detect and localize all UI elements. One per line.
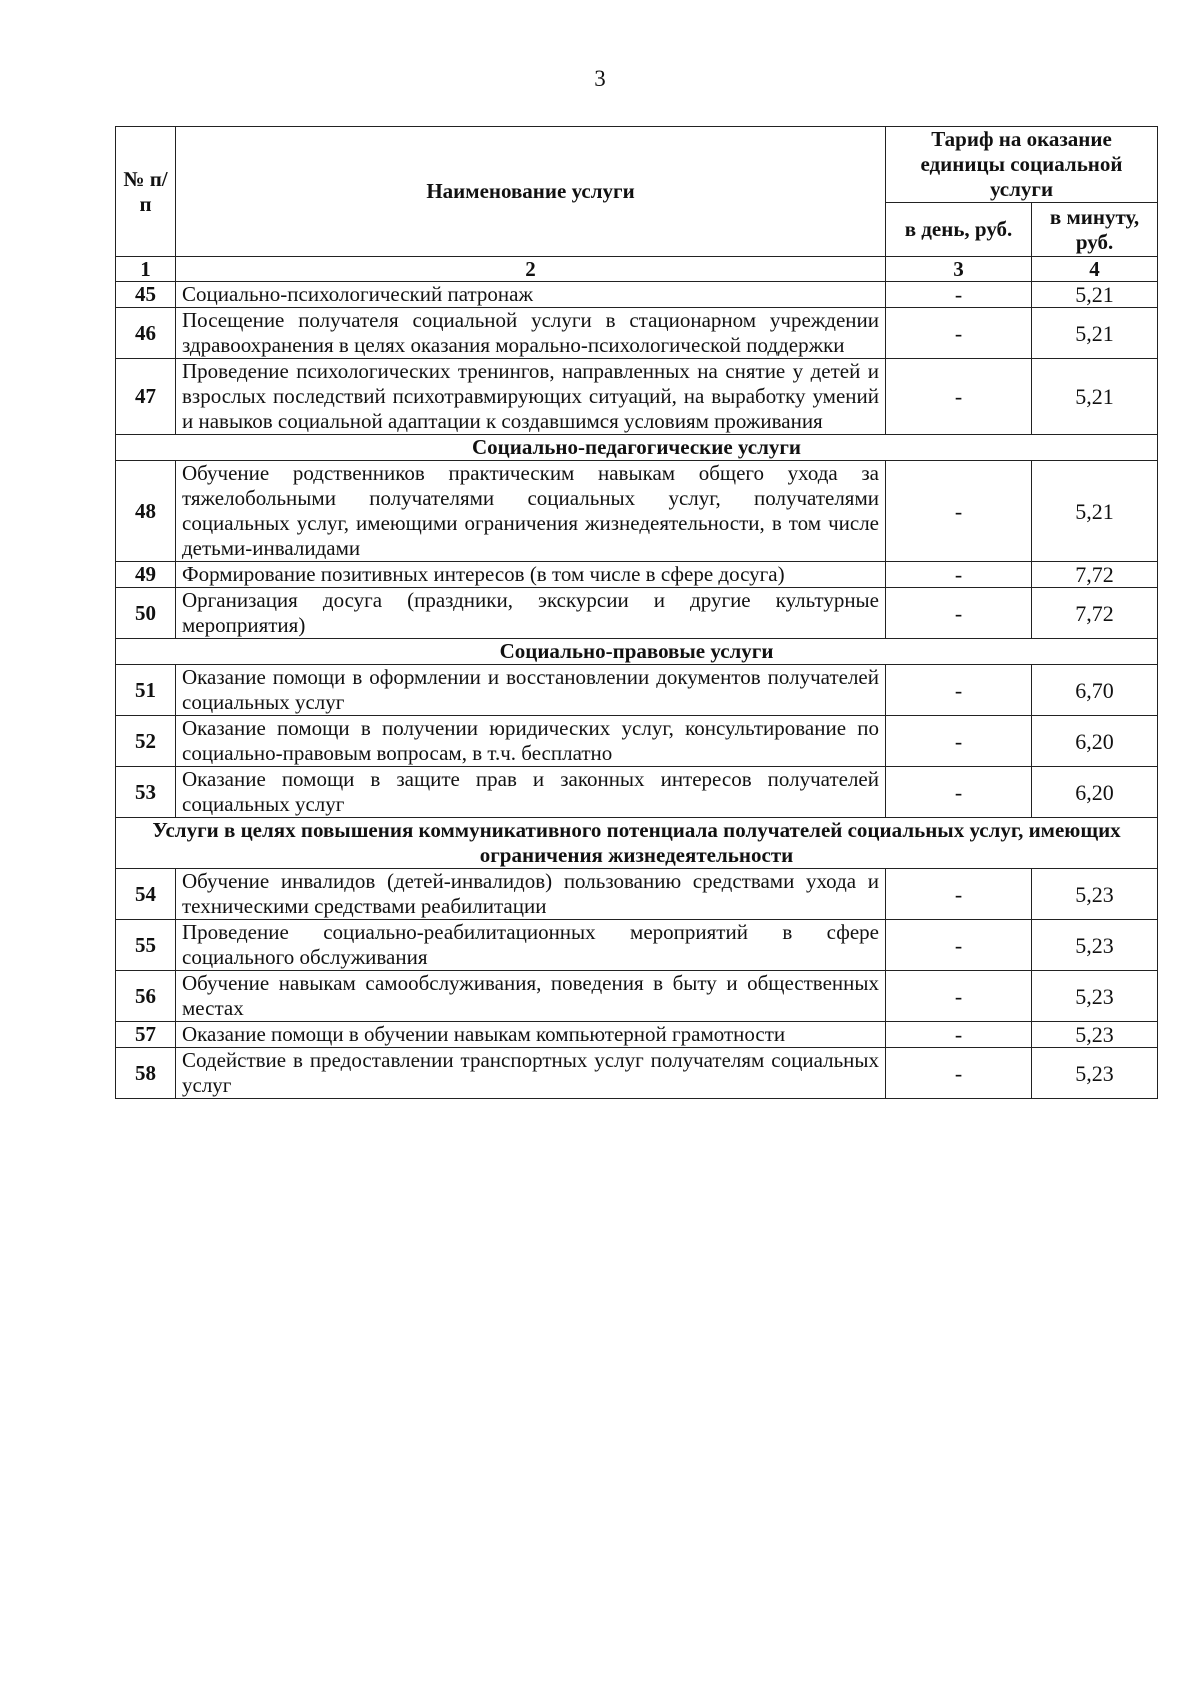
tariff-per-minute: 5,21 <box>1032 282 1158 308</box>
section-title: Социально-педагогические услуги <box>116 435 1158 461</box>
service-name: Проведение психологических тренингов, направленных на снятие у детей и взрослых последствий психотравмирующих ситуаций, на выработку умений и навыков социальной адаптации к создавшимся условиям проживания <box>176 359 886 435</box>
service-number: 48 <box>116 461 176 562</box>
service-number: 56 <box>116 971 176 1022</box>
service-name: Оказание помощи в получении юридических услуг, консультирование по социально-правовым вопросам, в т.ч. бесплатно <box>176 716 886 767</box>
tariff-per-day: - <box>886 282 1032 308</box>
tariff-per-day: - <box>886 716 1032 767</box>
service-number: 57 <box>116 1022 176 1048</box>
tariff-per-day: - <box>886 920 1032 971</box>
header-tariff: Тариф на оказание единицы социальной услуги <box>886 127 1158 203</box>
service-name: Обучение инвалидов (детей-инвалидов) пользованию средствами ухода и техническими средствами реабилитации <box>176 869 886 920</box>
service-name: Посещение получателя социальной услуги в стационарном учреждении здравоохранения в целях оказания морально-психологической поддержки <box>176 308 886 359</box>
service-name: Оказание помощи в защите прав и законных интересов получателей социальных услуг <box>176 767 886 818</box>
tariff-per-minute: 6,70 <box>1032 665 1158 716</box>
service-name: Содействие в предоставлении транспортных услуг получателям социальных услуг <box>176 1048 886 1099</box>
tariff-per-day: - <box>886 767 1032 818</box>
tariff-per-day: - <box>886 1022 1032 1048</box>
section-row <box>116 639 1158 665</box>
service-name: Социально-психологический патронаж <box>176 282 886 308</box>
service-number: 49 <box>116 562 176 588</box>
tariff-per-minute: 5,21 <box>1032 359 1158 435</box>
table-row <box>116 767 1158 818</box>
service-number: 58 <box>116 1048 176 1099</box>
service-name: Проведение социально-реабилитационных мероприятий в сфере социального обслуживания <box>176 920 886 971</box>
tariff-per-day: - <box>886 971 1032 1022</box>
service-name: Организация досуга (праздники, экскурсии и другие культурные мероприятия) <box>176 588 886 639</box>
service-number: 50 <box>116 588 176 639</box>
service-name: Оказание помощи в оформлении и восстановлении документов получателей социальных услуг <box>176 665 886 716</box>
service-number: 55 <box>116 920 176 971</box>
tariff-per-day: - <box>886 461 1032 562</box>
section-title: Социально-правовые услуги <box>116 639 1158 665</box>
tariff-per-minute: 5,21 <box>1032 461 1158 562</box>
section-row <box>116 435 1158 461</box>
tariff-per-day: - <box>886 359 1032 435</box>
tariff-per-day: - <box>886 308 1032 359</box>
header-per-minute: в минуту, руб. <box>1032 203 1158 257</box>
table-body <box>116 282 1158 1099</box>
table-header <box>116 127 1158 282</box>
table-row <box>116 461 1158 562</box>
tariff-per-minute: 7,72 <box>1032 588 1158 639</box>
header-name: Наименование услуги <box>176 127 886 257</box>
service-number: 47 <box>116 359 176 435</box>
column-numbers-row <box>116 257 1158 282</box>
table-row <box>116 308 1158 359</box>
table-row <box>116 971 1158 1022</box>
service-name: Обучение навыкам самообслуживания, поведения в быту и общественных местах <box>176 971 886 1022</box>
table-row <box>116 282 1158 308</box>
tariff-per-minute: 5,23 <box>1032 971 1158 1022</box>
table-row <box>116 665 1158 716</box>
service-name: Оказание помощи в обучении навыкам компьютерной грамотности <box>176 1022 886 1048</box>
page-number: 3 <box>594 66 606 91</box>
tariff-table <box>115 126 1158 1099</box>
section-row <box>116 818 1158 869</box>
service-number: 52 <box>116 716 176 767</box>
table-row <box>116 716 1158 767</box>
table-row <box>116 920 1158 971</box>
service-number: 54 <box>116 869 176 920</box>
service-name: Формирование позитивных интересов (в том числе в сфере досуга) <box>176 562 886 588</box>
service-number: 45 <box>116 282 176 308</box>
table-row <box>116 588 1158 639</box>
table-row <box>116 869 1158 920</box>
tariff-per-minute: 5,23 <box>1032 1048 1158 1099</box>
tariff-per-minute: 7,72 <box>1032 562 1158 588</box>
table-row <box>116 1022 1158 1048</box>
column-number: 2 <box>176 257 886 282</box>
tariff-per-minute: 5,21 <box>1032 308 1158 359</box>
tariff-per-minute: 5,23 <box>1032 869 1158 920</box>
tariff-per-minute: 5,23 <box>1032 920 1158 971</box>
column-number: 4 <box>1032 257 1158 282</box>
tariff-per-day: - <box>886 1048 1032 1099</box>
tariff-per-day: - <box>886 665 1032 716</box>
tariff-per-minute: 5,23 <box>1032 1022 1158 1048</box>
tariff-per-minute: 6,20 <box>1032 716 1158 767</box>
table-row <box>116 359 1158 435</box>
tariff-per-minute: 6,20 <box>1032 767 1158 818</box>
service-number: 53 <box>116 767 176 818</box>
tariff-per-day: - <box>886 588 1032 639</box>
tariff-per-day: - <box>886 562 1032 588</box>
header-per-day: в день, руб. <box>886 203 1032 257</box>
tariff-per-day: - <box>886 869 1032 920</box>
service-name: Обучение родственников практическим навыкам общего ухода за тяжелобольными получателями социальных услуг, получателями социальных услуг, имеющими ограничения жизнедеятельности, в том числе детьми-инвалидами <box>176 461 886 562</box>
service-number: 46 <box>116 308 176 359</box>
column-number: 3 <box>886 257 1032 282</box>
service-number: 51 <box>116 665 176 716</box>
header-num: № п/п <box>116 127 176 257</box>
section-title: Услуги в целях повышения коммуникативного потенциала получателей социальных услуг, имеющих ограничения жизнедеятельности <box>116 818 1158 869</box>
table-row <box>116 562 1158 588</box>
table-row <box>116 1048 1158 1099</box>
column-number: 1 <box>116 257 176 282</box>
